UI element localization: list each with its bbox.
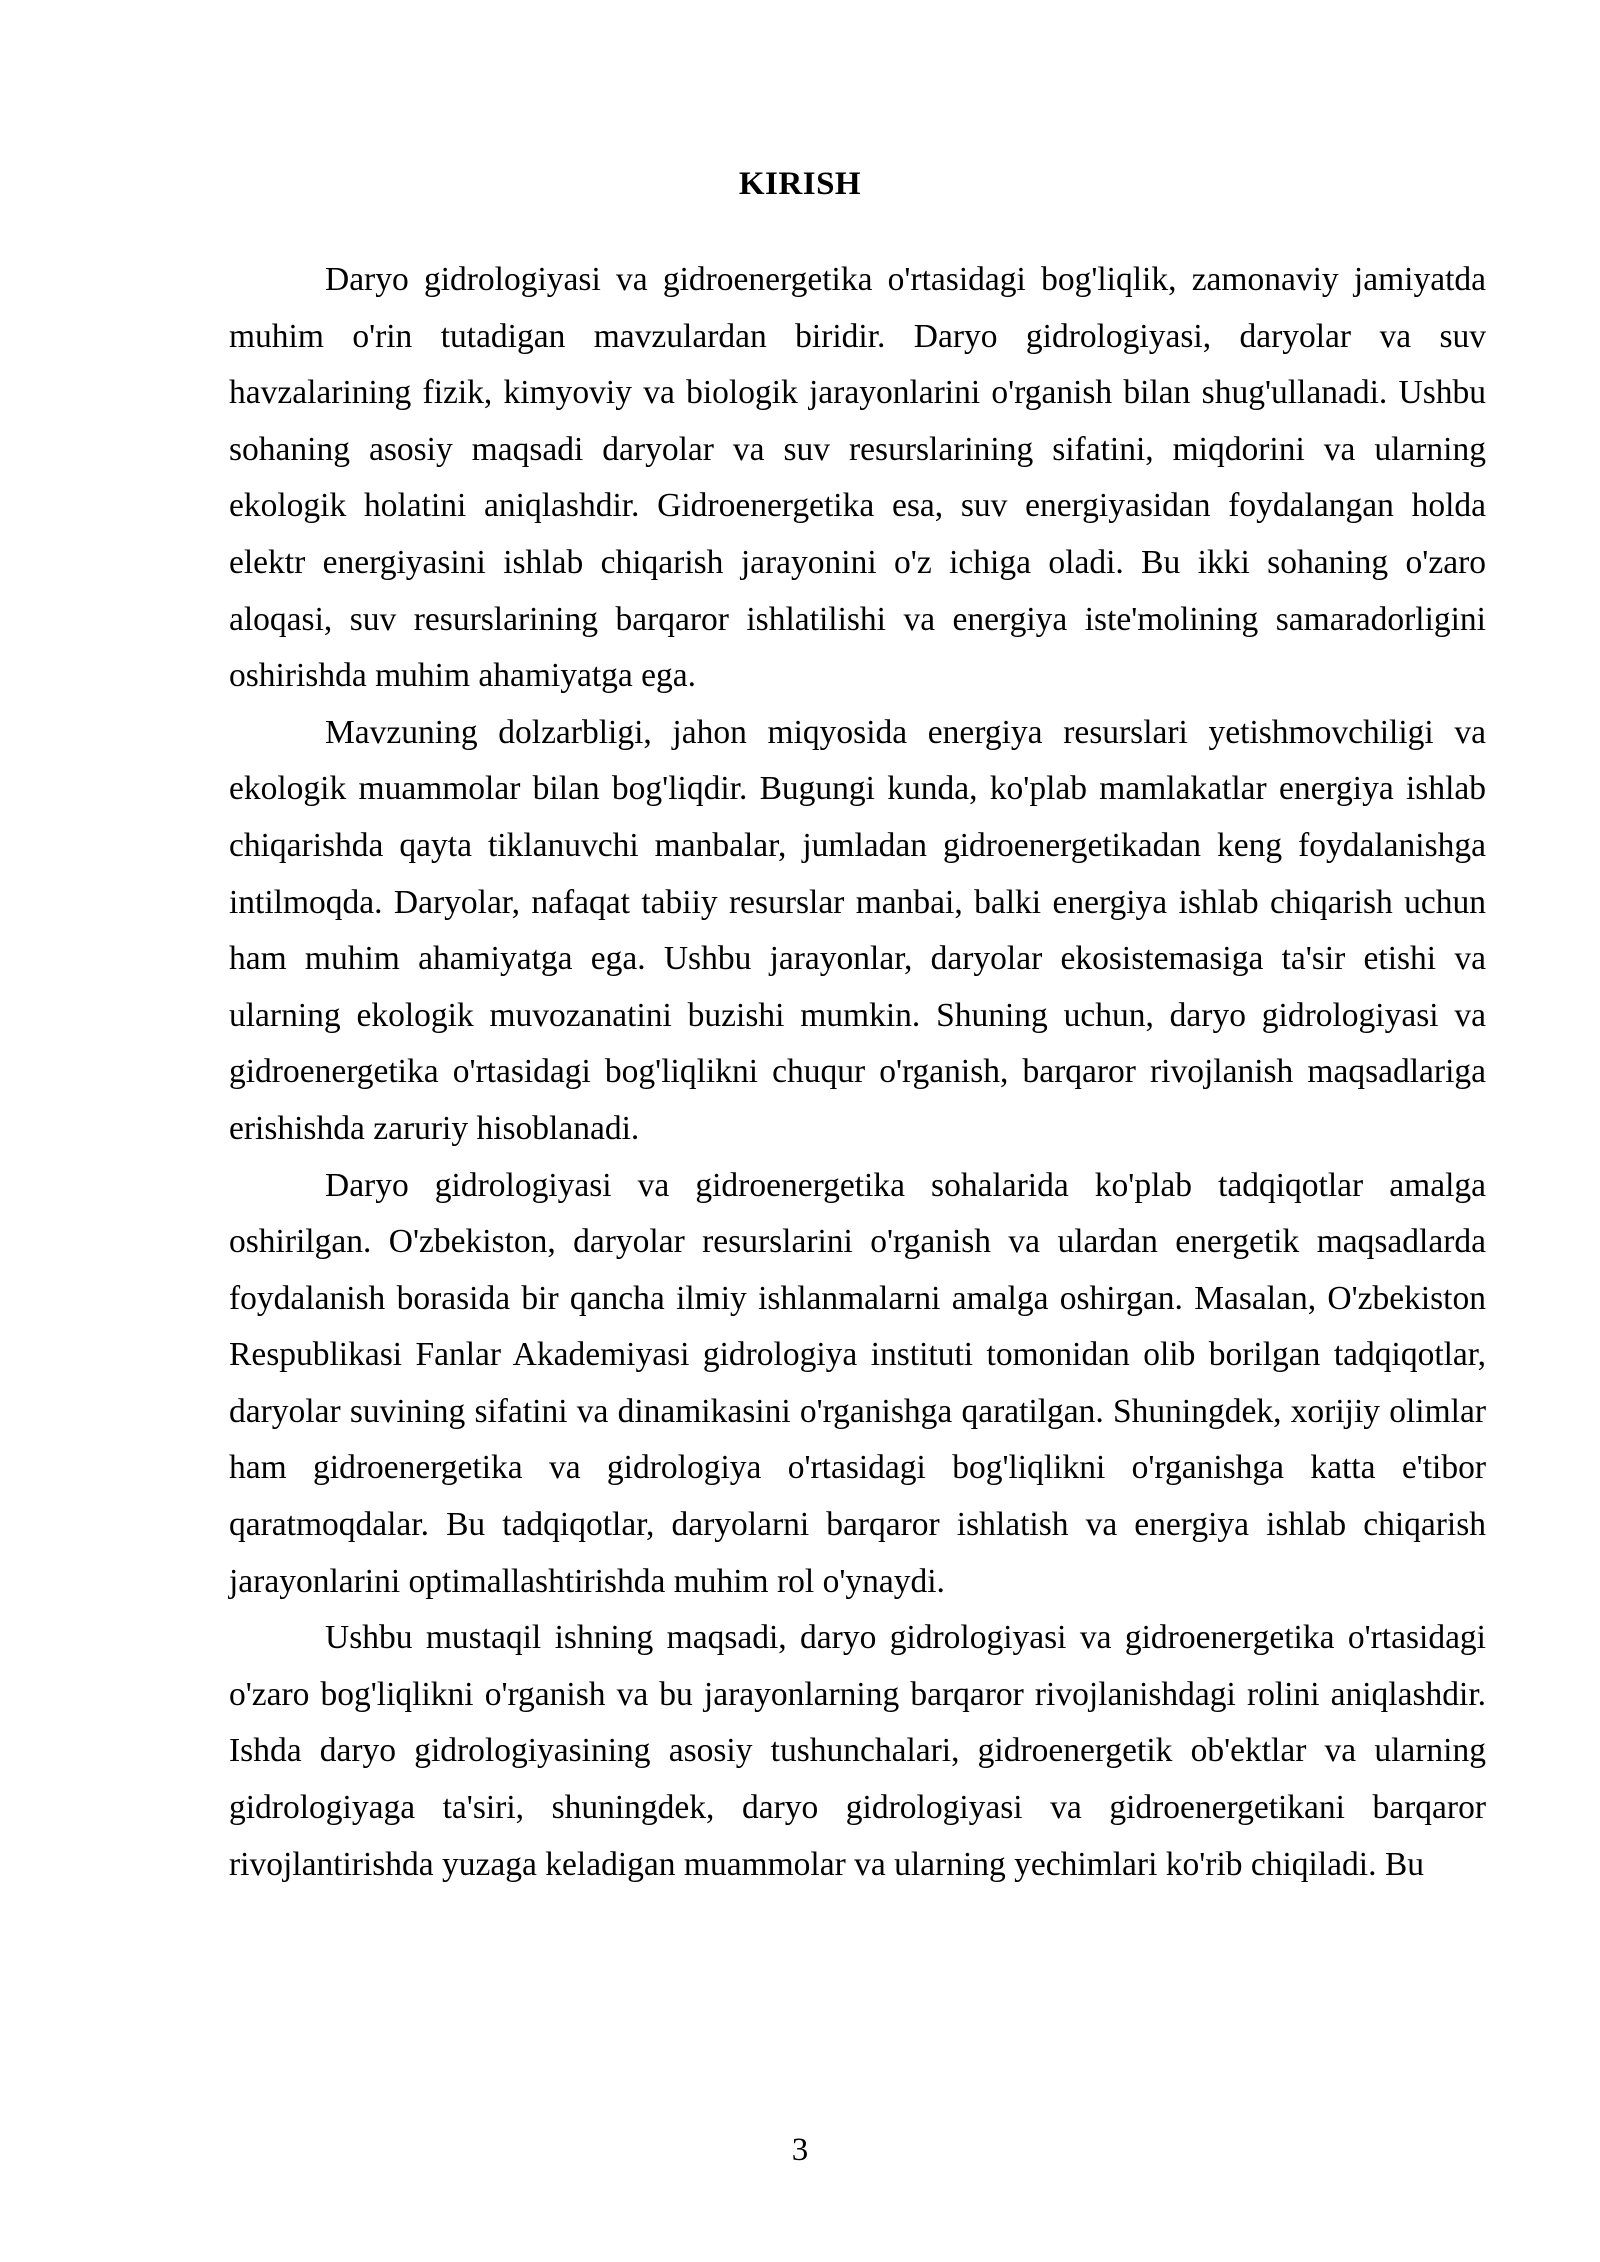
page-number: 3 — [791, 2132, 809, 2168]
paragraph-1: Daryo gidrologiyasi va gidroenergetika o'rtasidagi bog'liqlik, zamonaviy jamiyatda muhim o'rin tutadigan mavzulardan biridir. Daryo gidrologiyasi, daryolar va suv havzalarining fizik, kimyoviy va biologik jarayonlarini o'rganish bilan shug'ullanadi. Ushbu sohaning asosiy maqsadi daryolar va suv resurslarining sifatini, miqdorini va ularning ekologik holatini aniqlashdir. Gidroenergetika esa, suv energiyasidan foydalangan holda elektr energiyasini ishlab chiqarish jarayonini o'z ichiga oladi. Bu ikki sohaning o'zaro aloqasi, suv resurslarining barqaror ishlatilishi va energiya iste'molining samaradorligini oshirishda muhim ahamiyatga ega. — [229, 261, 1486, 695]
paragraph-3: Daryo gidrologiyasi va gidroenergetika sohalarida ko'plab tadqiqotlar amalga oshirilgan. O'zbekiston, daryolar resurslarini o'rganish va ulardan energetik maqsadlarda foydalanish borasida bir qancha ilmiy ishlanmalarni amalga oshirgan. Masalan, O'zbekiston Respublikasi Fanlar Akademiyasi gidrologiya instituti tomonidan olib borilgan tadqiqotlar, daryolar suvining sifatini va dinamikasini o'rganishga qaratilgan. Shuningdek, xorijiy olimlar ham gidroenergetika va gidrologiya o'rtasidagi bog'liqlikni o'rganishga katta e'tibor qaratmoqdalar. Bu tadqiqotlar, daryolarni barqaror ishlatish va energiya ishlab chiqarish jarayonlarini optimallashtirishda muhim rol o'ynaydi. — [229, 1166, 1486, 1600]
paragraph-4: Ushbu mustaqil ishning maqsadi, daryo gidrologiyasi va gidroenergetika o'rtasidagi o'zaro bog'liqlikni o'rganish va bu jarayonlarning barqaror rivojlanishdagi rolini aniqlashdir. Ishda daryo gidrologiyasining asosiy tushunchalari, gidroenergetik ob'ektlar va ularning gidrologiyaga ta'siri, shuningdek, daryo gidrologiyasi va gidroenergetikani barqaror rivojlantirishda yuzaga keladigan muammolar va ularning yechimlari ko'rib chiqiladi. Bu — [229, 1619, 1486, 1883]
section-heading: KIRISH — [738, 166, 862, 202]
paragraph-2: Mavzuning dolzarbligi, jahon miqyosida energiya resurslari yetishmovchiligi va ekologik muammolar bilan bog'liqdir. Bugungi kunda, ko'plab mamlakatlar energiya ishlab chiqarishda qayta tiklanuvchi manbalar, jumladan gidroenergetikadan keng foydalanishga intilmoqda. Daryolar, nafaqat tabiiy resurslar manbai, balki energiya ishlab chiqarish uchun ham muhim ahamiyatga ega. Ushbu jarayonlar, daryolar ekosistemasiga ta'sir etishi va ularning ekologik muvozanatini buzishi mumkin. Shuning uchun, daryo gidrologiyasi va gidroenergetika o'rtasidagi bog'liqlikni chuqur o'rganish, barqaror rivojlanish maqsadlariga erishishda zaruriy hisoblanadi. — [229, 713, 1486, 1147]
body-text — [229, 252, 1486, 1893]
